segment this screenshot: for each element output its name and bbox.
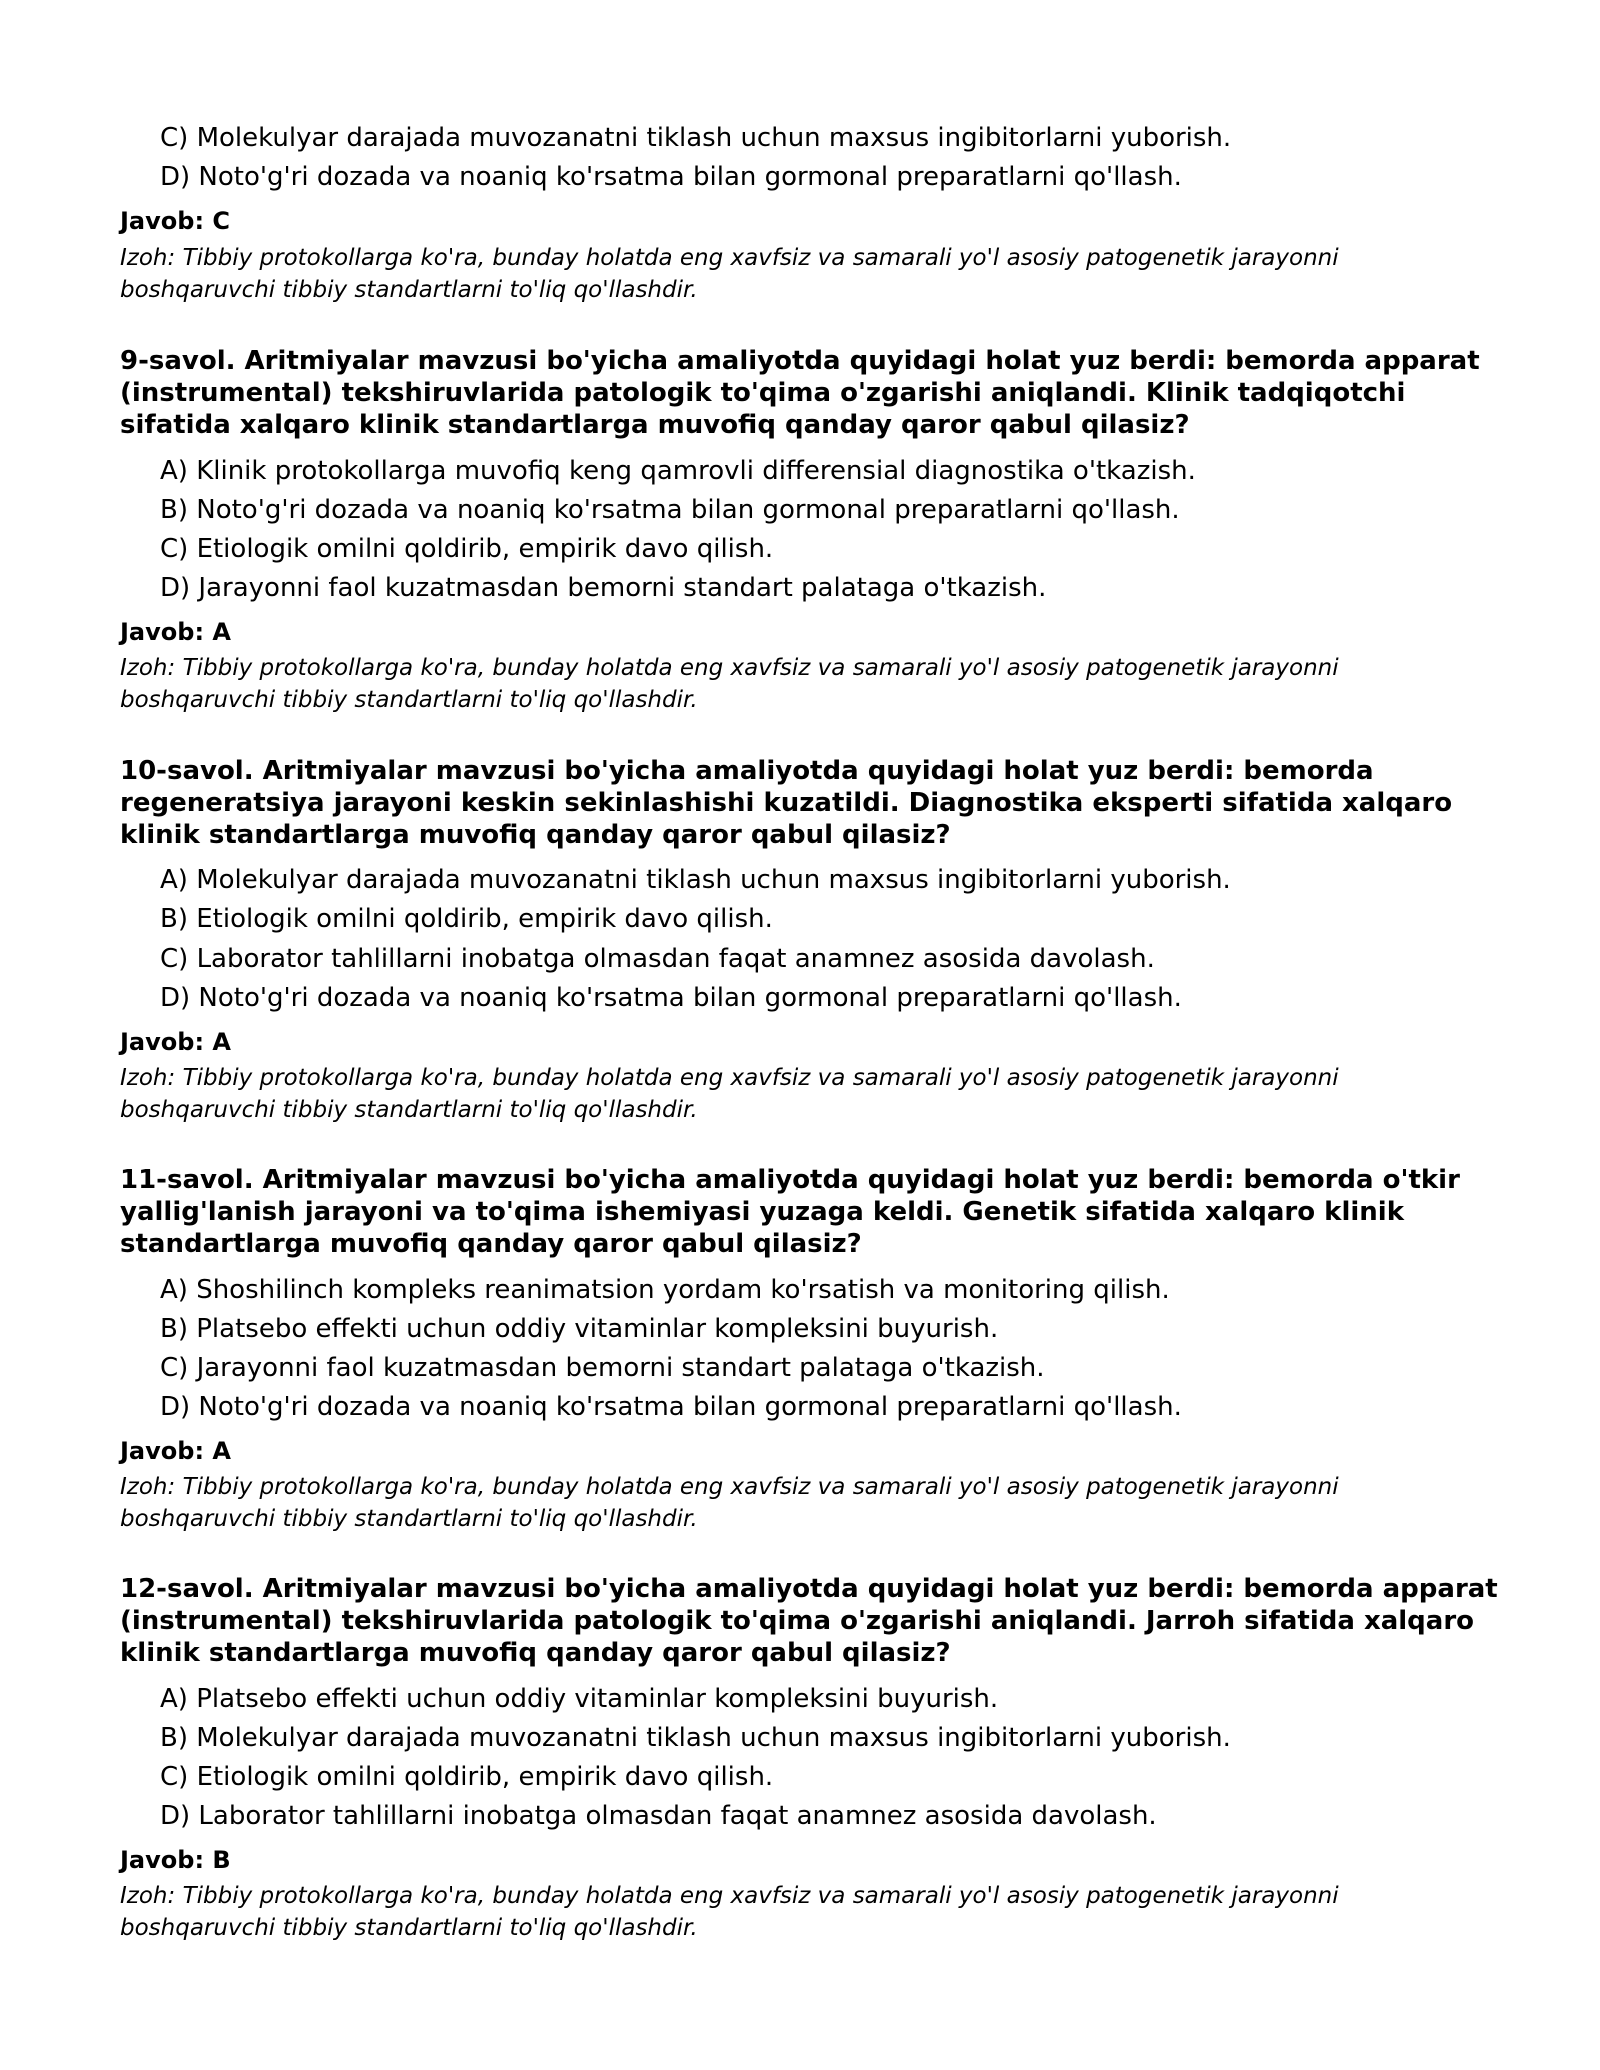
answer-label: Javob: A [120, 618, 231, 646]
option-c: C) Etiologik omilni qoldirib, empirik davo qilish. [160, 1762, 774, 1792]
option-b: B) Platsebo effekti uchun oddiy vitaminlar kompleksini buyurish. [160, 1314, 999, 1344]
option-c: C) Laborator tahlillarni inobatga olmasdan faqat anamnez asosida davolash. [160, 944, 1155, 974]
option-d: D) Noto'g'ri dozada va noaniq ko'rsatma bilan gormonal preparatlarni qo'llash. [160, 983, 1182, 1013]
option-d: D) Noto'g'ri dozada va noaniq ko'rsatma bilan gormonal preparatlarni qo'llash. [160, 1392, 1182, 1422]
explanation-line-1: Izoh: Tibbiy protokollarga ko'ra, bunday holatda eng xavfsiz va samarali yo'l asosiy patogenetik jarayonni [120, 245, 1339, 271]
explanation-line-1: Izoh: Tibbiy protokollarga ko'ra, bunday holatda eng xavfsiz va samarali yo'l asosiy patogenetik jarayonni [120, 1883, 1339, 1909]
option-c: C) Jarayonni faol kuzatmasdan bemorni standart palataga o'tkazish. [160, 1353, 1045, 1383]
option-d: D) Noto'g'ri dozada va noaniq ko'rsatma bilan gormonal preparatlarni qo'llash. [160, 162, 1182, 192]
option-a: A) Shoshilinch kompleks reanimatsion yordam ko'rsatish va monitoring qilish. [160, 1275, 1170, 1305]
question-title: 11-savol. Aritmiyalar mavzusi bo'yicha amaliyotda quyidagi holat yuz berdi: bemorda o'tkir yallig'lanish jarayoni va to'qima ishemiyasi yuzaga keldi. Genetik sifatida xalqaro klinik standartlarga muvofiq qanday qaror qabul qilasiz? [120, 1165, 1460, 1259]
explanation-line-2: boshqaruvchi tibbiy standartlarni to'liq qo'llashdir. [120, 1097, 698, 1123]
option-d: D) Jarayonni faol kuzatmasdan bemorni standart palataga o'tkazish. [160, 573, 1047, 603]
explanation-line-1: Izoh: Tibbiy protokollarga ko'ra, bunday holatda eng xavfsiz va samarali yo'l asosiy patogenetik jarayonni [120, 1065, 1339, 1091]
question-title: 10-savol. Aritmiyalar mavzusi bo'yicha amaliyotda quyidagi holat yuz berdi: bemorda regeneratsiya jarayoni keskin sekinlashishi kuzatildi. Diagnostika eksperti sifatida xalqaro klinik standartlarga muvofiq qanday qaror qabul qilasiz? [120, 756, 1453, 850]
explanation-line-2: boshqaruvchi tibbiy standartlarni to'liq qo'llashdir. [120, 687, 698, 713]
option-c: C) Molekulyar darajada muvozanatni tiklash uchun maxsus ingibitorlarni yuborish. [160, 123, 1232, 153]
explanation-line-2: boshqaruvchi tibbiy standartlarni to'liq qo'llashdir. [120, 1506, 698, 1532]
explanation-line-1: Izoh: Tibbiy protokollarga ko'ra, bunday holatda eng xavfsiz va samarali yo'l asosiy patogenetik jarayonni [120, 1474, 1339, 1500]
answer-label: Javob: B [120, 1846, 231, 1874]
answer-label: Javob: A [120, 1437, 231, 1465]
answer-label: Javob: A [120, 1028, 231, 1056]
option-b: B) Etiologik omilni qoldirib, empirik davo qilish. [160, 904, 773, 934]
option-c: C) Etiologik omilni qoldirib, empirik davo qilish. [160, 534, 774, 564]
option-a: A) Molekulyar darajada muvozanatni tiklash uchun maxsus ingibitorlarni yuborish. [160, 865, 1231, 895]
option-b: B) Molekulyar darajada muvozanatni tiklash uchun maxsus ingibitorlarni yuborish. [160, 1723, 1231, 1753]
option-a: A) Platsebo effekti uchun oddiy vitaminlar kompleksini buyurish. [160, 1684, 999, 1714]
question-title: 9-savol. Aritmiyalar mavzusi bo'yicha amaliyotda quyidagi holat yuz berdi: bemorda apparat (instrumental) tekshiruvlarida patologik to'qima o'zgarishi aniqlandi. Klinik tadqiqotchi sifatida xalqaro klinik standartlarga muvofiq qanday qaror qabul qilasiz? [120, 346, 1480, 440]
explanation-line-2: boshqaruvchi tibbiy standartlarni to'liq qo'llashdir. [120, 1915, 698, 1941]
option-a: A) Klinik protokollarga muvofiq keng qamrovli differensial diagnostika o'tkazish. [160, 456, 1196, 486]
question-title: 12-savol. Aritmiyalar mavzusi bo'yicha amaliyotda quyidagi holat yuz berdi: bemorda apparat (instrumental) tekshiruvlarida patologik to'qima o'zgarishi aniqlandi. Jarroh sifatida xalqaro klinik standartlarga muvofiq qanday qaror qabul qilasiz? [120, 1574, 1498, 1668]
option-b: B) Noto'g'ri dozada va noaniq ko'rsatma bilan gormonal preparatlarni qo'llash. [160, 495, 1180, 525]
option-d: D) Laborator tahlillarni inobatga olmasdan faqat anamnez asosida davolash. [160, 1801, 1157, 1831]
explanation-line-2: boshqaruvchi tibbiy standartlarni to'liq qo'llashdir. [120, 277, 698, 303]
explanation-line-1: Izoh: Tibbiy protokollarga ko'ra, bunday holatda eng xavfsiz va samarali yo'l asosiy patogenetik jarayonni [120, 655, 1339, 681]
answer-label: Javob: C [120, 207, 231, 235]
